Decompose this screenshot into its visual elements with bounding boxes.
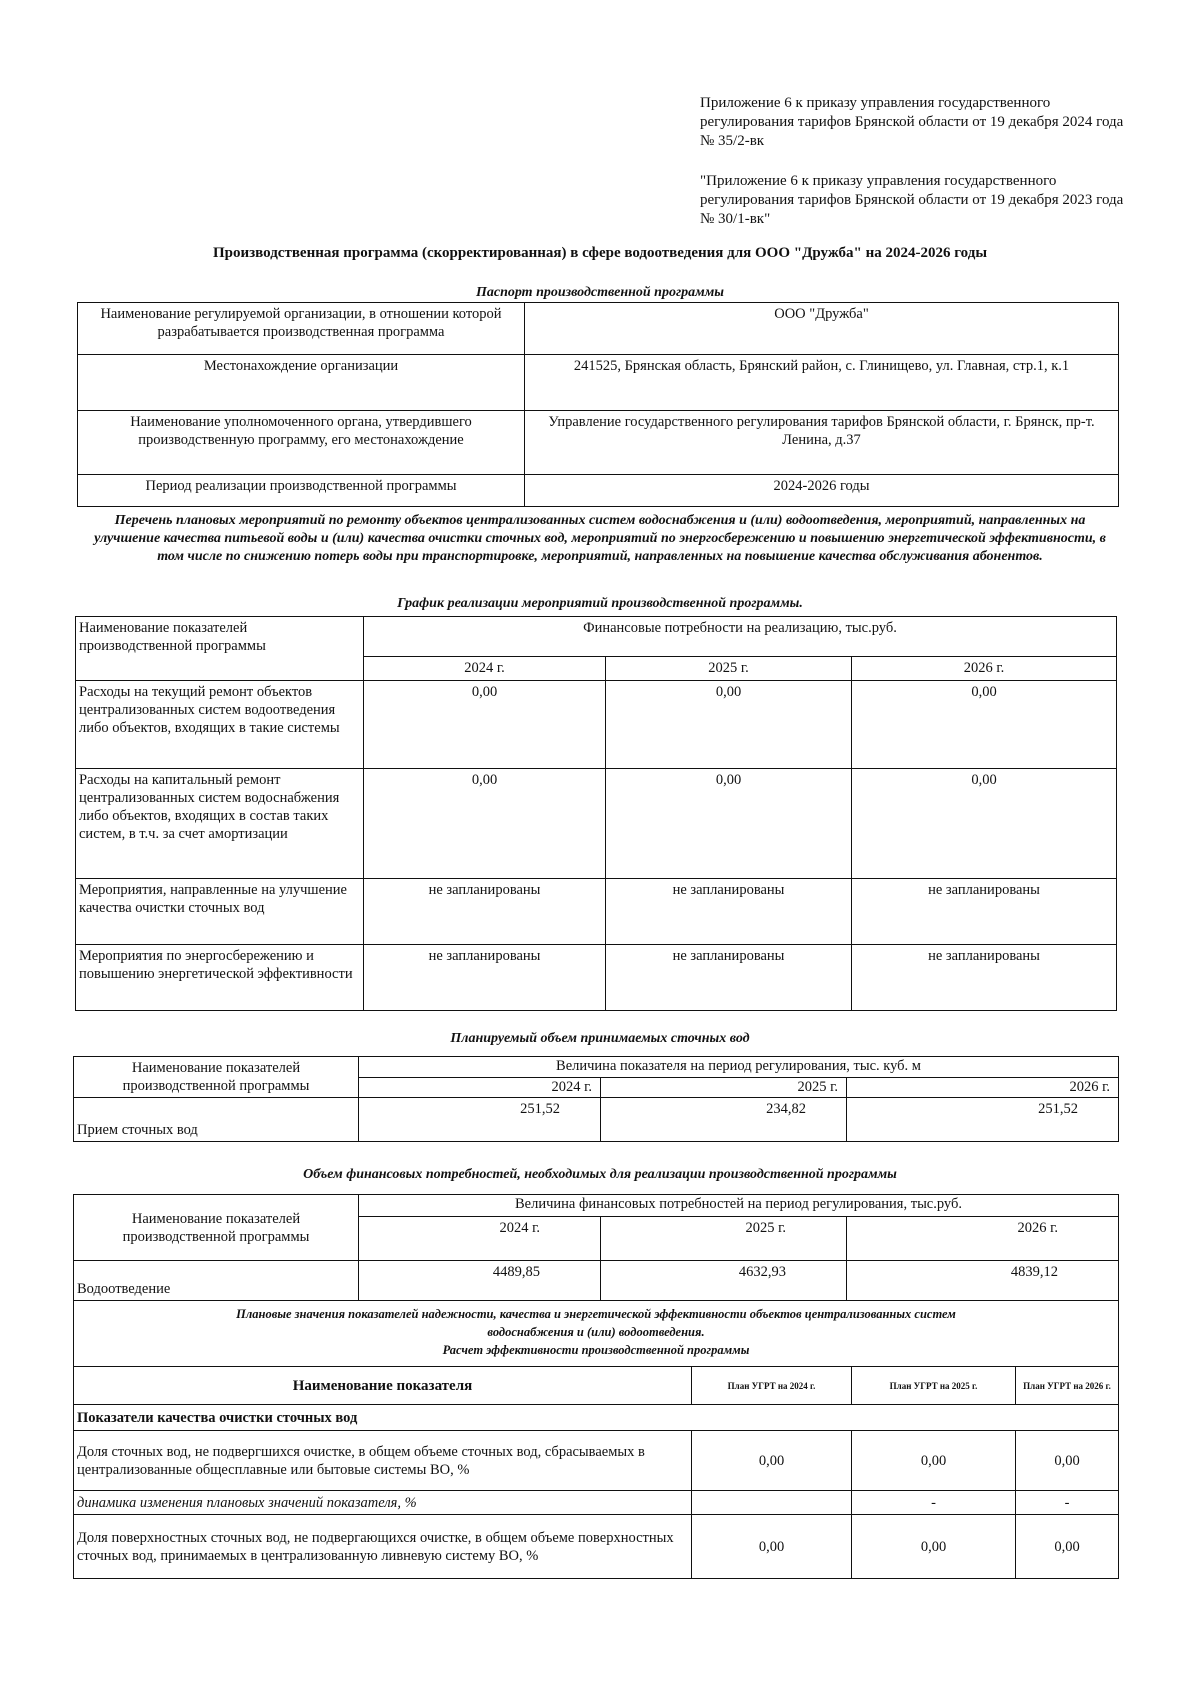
passport-value: ООО "Дружба" — [525, 303, 1119, 355]
measures-subcaption: График реализации мероприятий производственной программы. — [397, 596, 803, 611]
cell-value: 4489,85 — [359, 1261, 601, 1301]
row-label: Мероприятия по энергосбережению и повышению энергетической эффективности — [76, 945, 364, 1011]
table-row — [74, 1367, 1119, 1405]
table-row — [74, 1405, 1119, 1431]
table-row — [78, 475, 1119, 507]
cell-value: 0,00 — [852, 1431, 1016, 1491]
passport-table — [77, 302, 1119, 507]
passport-label: Наименование регулируемой организации, в отношении которой разрабатывается производственная программа — [78, 303, 525, 355]
cell-value: 0,00 — [606, 681, 852, 769]
table-row — [74, 1098, 1119, 1142]
indicators-subcaption: Расчет эффективности производственной программы — [442, 1343, 750, 1357]
cell-value: 0,00 — [852, 1515, 1016, 1579]
row-label: Мероприятия, направленные на улучшение качества очистки сточных вод — [76, 879, 364, 945]
cell-value: 4632,93 — [601, 1261, 847, 1301]
row-label: Прием сточных вод — [74, 1098, 359, 1142]
table-row — [74, 1195, 1119, 1217]
passport-label: Период реализации производственной программы — [78, 475, 525, 507]
measures-table — [75, 616, 1117, 1011]
year-header: 2026 г. — [852, 657, 1117, 681]
appendix-current: Приложение 6 к приказу управления государственного регулирования тарифов Брянской области от 19 декабря 2024 года № 35/2-вк — [700, 95, 1124, 149]
plan-header: План УГРТ на 2025 г. — [852, 1367, 1016, 1405]
table-row — [74, 1491, 1119, 1515]
plan-header: План УГРТ на 2024 г. — [692, 1367, 852, 1405]
cell-value: - — [852, 1491, 1016, 1515]
year-header: 2026 г. — [847, 1077, 1119, 1098]
passport-value: Управление государственного регулирования тарифов Брянской области, г. Брянск, пр-т. Ленина, д.37 — [525, 411, 1119, 475]
cell-value: 0,00 — [852, 769, 1117, 879]
cell-value: 0,00 — [692, 1515, 852, 1579]
row-label: Доля поверхностных сточных вод, не подвергающихся очистке, в общем объеме поверхностных сточных вод, принимаемых в централизованную ливневую систему ВО, % — [74, 1515, 692, 1579]
table-row — [76, 617, 1117, 657]
year-header: 2025 г. — [601, 1077, 847, 1098]
year-header: 2025 г. — [601, 1217, 847, 1261]
year-header: 2025 г. — [606, 657, 852, 681]
header-value: Величина показателя на период регулирования, тыс. куб. м — [359, 1057, 1119, 1078]
cell-value: не запланированы — [606, 945, 852, 1011]
table-row — [76, 945, 1117, 1011]
passport-caption: Паспорт производственной программы — [475, 285, 725, 300]
header-finance: Финансовые потребности на реализацию, тыс.руб. — [364, 617, 1117, 657]
cell-value: не запланированы — [364, 945, 606, 1011]
year-header: 2026 г. — [847, 1217, 1119, 1261]
cell-value: 0,00 — [364, 769, 606, 879]
cell-value: 0,00 — [692, 1431, 852, 1491]
cell-value — [692, 1491, 852, 1515]
row-label: Расходы на капитальный ремонт централизованных систем водоснабжения либо объектов, входящих в состав таких систем, в т.ч. за счет амортизации — [76, 769, 364, 879]
section-title: Показатели качества очистки сточных вод — [74, 1405, 1119, 1431]
passport-value: 2024-2026 годы — [525, 475, 1119, 507]
finance-table — [73, 1194, 1119, 1367]
cell-value: 0,00 — [364, 681, 606, 769]
table-row — [76, 681, 1117, 769]
header-name: Наименование показателей производственной программы — [74, 1057, 359, 1098]
row-label: Расходы на текущий ремонт объектов централизованных систем водоотведения либо объектов, входящих в такие системы — [76, 681, 364, 769]
cell-value: не запланированы — [606, 879, 852, 945]
cell-value: 0,00 — [606, 769, 852, 879]
table-row — [78, 411, 1119, 475]
passport-value: 241525, Брянская область, Брянский район, с. Глинищево, ул. Главная, стр.1, к.1 — [525, 355, 1119, 411]
row-label: динамика изменения плановых значений показателя, % — [74, 1491, 692, 1515]
table-row — [74, 1261, 1119, 1301]
table-row — [74, 1431, 1119, 1491]
indicators-table — [73, 1366, 1119, 1579]
cell-value: не запланированы — [852, 945, 1117, 1011]
cell-value: 251,52 — [359, 1098, 601, 1142]
page-title: Производственная программа (скорректированная) в сфере водоотведения для ООО "Дружба" на 2024-2026 годы — [212, 245, 988, 261]
measures-caption: Перечень плановых мероприятий по ремонту объектов централизованных систем водоснабжения и (или) водоотведения, мероприятий, направленных на улучшение качества питьевой воды и (или) качества очистки сточных вод, мероприятий по энергосбережению и повышению энергетической эффективности, в том числе по снижению потерь воды при транспортировке, мероприятий, направленных на повышение качества обслуживания абонентов. — [94, 513, 1106, 564]
indicators-caption: Плановые значения показателей надежности, качества и энергетической эффективности объектов централизованных систем водоснабжения и (или) водоотведения. — [236, 1307, 956, 1339]
table-row — [74, 1301, 1119, 1367]
cell-value: не запланированы — [852, 879, 1117, 945]
row-label: Водоотведение — [74, 1261, 359, 1301]
header-name: Наименование показателей производственной программы — [76, 617, 364, 681]
table-row — [76, 879, 1117, 945]
year-header: 2024 г. — [359, 1077, 601, 1098]
cell-value: 251,52 — [847, 1098, 1119, 1142]
row-label: Доля сточных вод, не подвергшихся очистке, в общем объеме сточных вод, сбрасываемых в централизованные общесплавные или бытовые системы ВО, % — [74, 1431, 692, 1491]
header-name: Наименование показателя — [74, 1367, 692, 1405]
plan-header: План УГРТ на 2026 г. — [1016, 1367, 1119, 1405]
header-value: Величина финансовых потребностей на период регулирования, тыс.руб. — [359, 1195, 1119, 1217]
table-row — [78, 303, 1119, 355]
table-row — [78, 355, 1119, 411]
volume-table — [73, 1056, 1119, 1142]
cell-value: 4839,12 — [847, 1261, 1119, 1301]
volume-caption: Планируемый объем принимаемых сточных вод — [450, 1031, 750, 1046]
appendix-previous: "Приложение 6 к приказу управления государственного регулирования тарифов Брянской области от 19 декабря 2023 года № 30/1-вк" — [700, 173, 1124, 227]
cell-value: - — [1016, 1491, 1119, 1515]
cell-value: 0,00 — [852, 681, 1117, 769]
cell-value: не запланированы — [364, 879, 606, 945]
table-row — [74, 1515, 1119, 1579]
header-name: Наименование показателей производственной программы — [74, 1195, 359, 1261]
table-row — [76, 769, 1117, 879]
indicators-caption-cell — [74, 1301, 1119, 1367]
year-header: 2024 г. — [364, 657, 606, 681]
cell-value: 234,82 — [601, 1098, 847, 1142]
passport-label: Наименование уполномоченного органа, утвердившего производственную программу, его местонахождение — [78, 411, 525, 475]
year-header: 2024 г. — [359, 1217, 601, 1261]
finance-caption: Объем финансовых потребностей, необходимых для реализации производственной программы — [303, 1167, 897, 1182]
cell-value: 0,00 — [1016, 1431, 1119, 1491]
passport-label: Местонахождение организации — [78, 355, 525, 411]
table-row — [74, 1057, 1119, 1078]
cell-value: 0,00 — [1016, 1515, 1119, 1579]
